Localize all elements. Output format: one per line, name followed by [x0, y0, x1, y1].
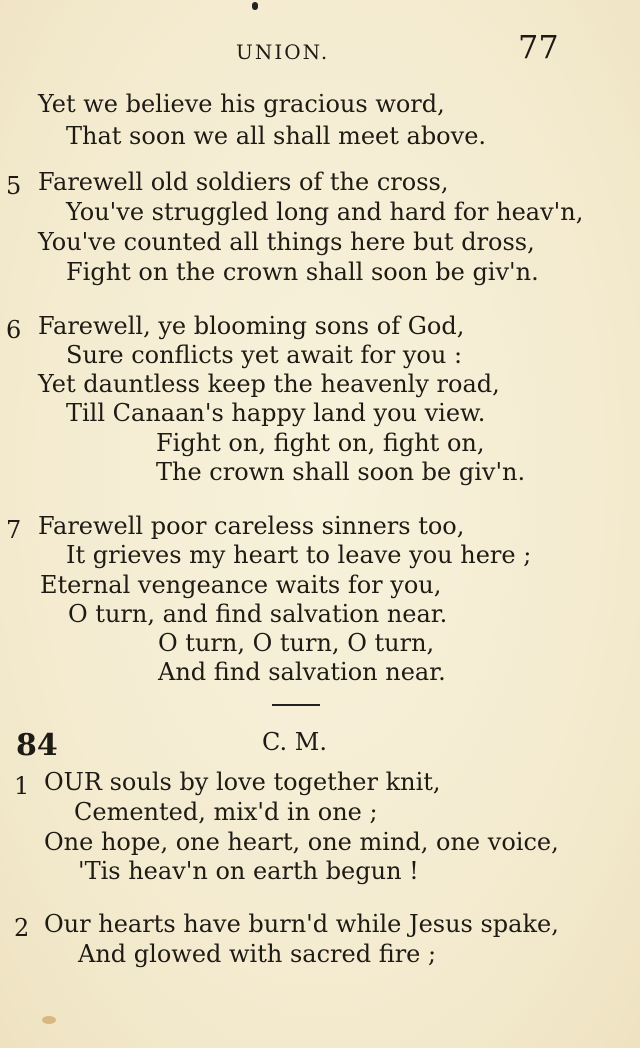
stanza-number: 2: [14, 914, 30, 942]
verse-line: That soon we all shall meet above.: [66, 122, 487, 150]
paper-stain: [42, 1016, 56, 1024]
verse-line: One hope, one heart, one mind, one voice,: [44, 828, 559, 856]
verse-line: And find salvation near.: [158, 658, 446, 686]
stanza-number: 7: [6, 516, 22, 544]
verse-line: O turn, O turn, O turn,: [158, 629, 435, 657]
verse-line: Fight on, fight on, fight on,: [156, 429, 485, 457]
verse-line: It grieves my heart to leave you here ;: [66, 541, 532, 569]
verse-line: Yet we believe his gracious word,: [38, 90, 445, 118]
verse-line: Farewell old soldiers of the cross,: [38, 168, 449, 196]
verse-line: Eternal vengeance waits for you,: [40, 571, 442, 599]
verse-line: Yet dauntless keep the heavenly road,: [38, 370, 500, 398]
hymn-number: 84: [16, 728, 58, 763]
verse-line: You've counted all things here but dross,: [38, 228, 535, 256]
verse-line: Cemented, mix'd in one ;: [74, 798, 378, 826]
verse-line: Farewell poor careless sinners too,: [38, 512, 465, 540]
hymn-meter: C. M.: [262, 728, 327, 756]
verse-line: And glowed with sacred fire ;: [78, 940, 437, 968]
verse-line: Fight on the crown shall soon be giv'n.: [66, 258, 539, 286]
verse-line: Our hearts have burn'd while Jesus spake,: [44, 910, 559, 938]
verse-line: 'Tis heav'n on earth begun !: [78, 857, 419, 885]
verse-line: O turn, and find salvation near.: [68, 600, 448, 628]
verse-line: You've struggled long and hard for heav'n,: [66, 198, 584, 226]
section-rule: [272, 704, 320, 706]
verse-line: Sure conflicts yet await for you :: [66, 341, 463, 369]
page-number: 77: [518, 28, 559, 66]
ink-mark: [252, 2, 258, 10]
verse-line: Till Canaan's happy land you view.: [66, 399, 486, 427]
stanza-number: 1: [14, 772, 30, 800]
verse-line: The crown shall soon be giv'n.: [156, 458, 526, 486]
running-head: UNION.: [236, 40, 330, 64]
stanza-number: 5: [6, 172, 22, 200]
verse-line: OUR souls by love together knit,: [44, 768, 441, 796]
verse-line: Farewell, ye blooming sons of God,: [38, 312, 465, 340]
stanza-number: 6: [6, 316, 22, 344]
